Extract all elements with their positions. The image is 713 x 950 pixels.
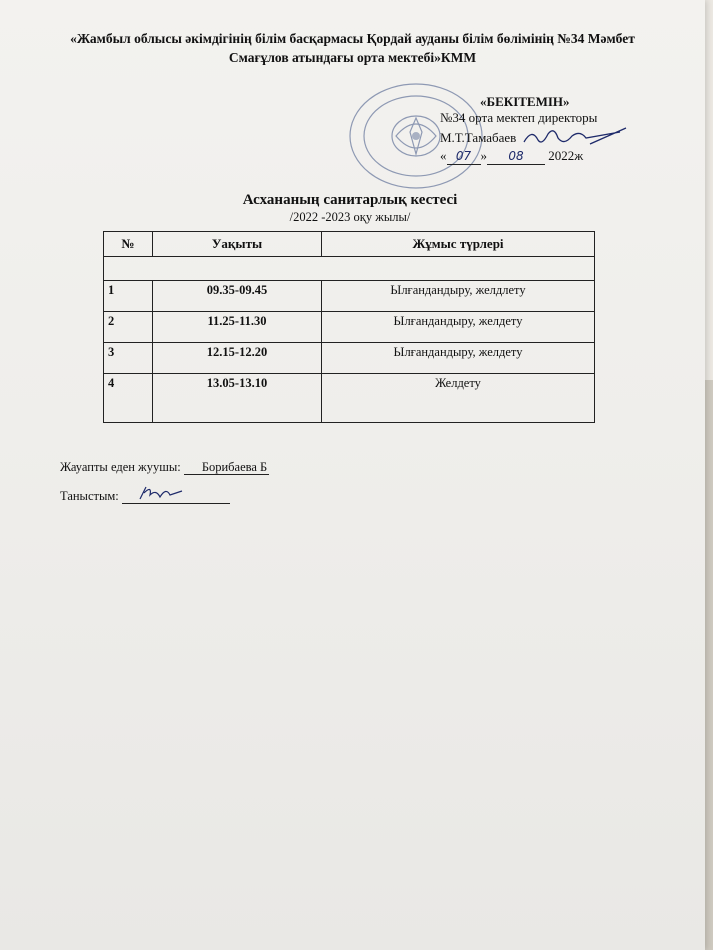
row-time: 13.05-13.10	[153, 374, 322, 423]
acquainted-line	[60, 489, 230, 504]
row-work: Ылғандандыру, желдету	[322, 312, 595, 343]
row-number: 1	[104, 281, 153, 312]
table-header-row	[104, 232, 595, 257]
responsible-name: Борибаева Б	[184, 460, 269, 475]
approval-date	[440, 148, 670, 165]
date-day: 07	[447, 148, 481, 165]
director-signature	[520, 126, 630, 148]
table-blank-row	[104, 257, 595, 281]
director-name: М.Т.Тамабаев	[440, 130, 517, 145]
date-year: 2022ж	[548, 148, 584, 163]
acquainted-signature-line	[122, 491, 230, 504]
table-row	[104, 312, 595, 343]
schedule-table	[103, 231, 595, 423]
director-position: №34 орта мектеп директоры	[440, 110, 598, 125]
date-open-quote: «	[440, 148, 447, 163]
table-row	[104, 281, 595, 312]
document-title: Асхананың санитарлық кестесі	[242, 192, 458, 208]
row-time: 12.15-12.20	[153, 343, 322, 374]
director-name-line	[440, 126, 670, 148]
row-number: 2	[104, 312, 153, 343]
table-row	[104, 374, 595, 423]
acquainted-label: Таныстым:	[60, 489, 119, 503]
table-row	[104, 343, 595, 374]
row-time: 11.25-11.30	[153, 312, 322, 343]
responsible-label: Жауапты еден жуушы:	[60, 460, 181, 474]
approval-block	[440, 94, 670, 165]
date-month: 08	[487, 148, 545, 165]
header-work: Жұмыс түрлері	[322, 232, 595, 257]
header-line-2: Смағұлов атындағы орта мектебі»КММ	[228, 50, 477, 65]
school-header	[20, 29, 685, 67]
row-number: 4	[104, 374, 153, 423]
responsible-line	[60, 460, 269, 475]
date-close-quote: »	[480, 148, 487, 163]
header-line-1: «Жамбыл облысы әкімдігінің білім басқармасы Қордай ауданы білім бөлімінің №34 Мәмбет	[70, 31, 635, 46]
approval-title: «БЕКІТЕМІН»	[480, 94, 570, 109]
header-number: №	[104, 232, 153, 257]
header-time: Уақыты	[153, 232, 322, 257]
acquainted-signature	[136, 483, 196, 503]
row-work: Ылғандандыру, желдлету	[322, 281, 595, 312]
row-work: Ылғандандыру, желдету	[322, 343, 595, 374]
document-subtitle: /2022 -2023 оқу жылы/	[289, 210, 411, 224]
row-work: Желдету	[322, 374, 595, 423]
row-number: 3	[104, 343, 153, 374]
row-time: 09.35-09.45	[153, 281, 322, 312]
